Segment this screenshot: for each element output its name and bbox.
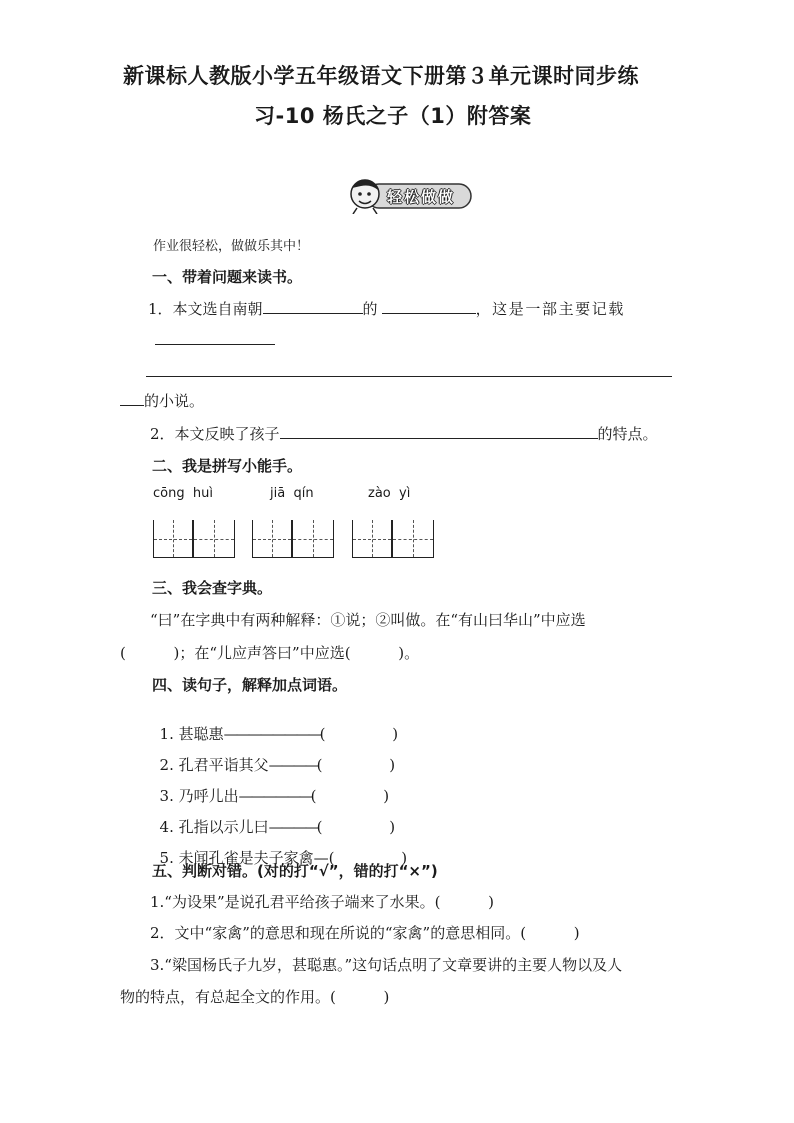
item-text: 3. 乃呼儿出 — [159, 787, 239, 805]
section4-heading: 四、读句子，解释加点词语。 — [152, 676, 348, 694]
q1-text-part2: 的 — [362, 300, 378, 318]
section5-item-3-line1: 3.“梁国杨氏子九岁，甚聪惠。”这句话点明了文章要讲的主要人物以及人 — [150, 956, 623, 974]
section3-heading: 三、我会查字典。 — [152, 579, 273, 597]
item-dash: ———— — [268, 756, 317, 774]
writing-grid-2[interactable] — [252, 520, 334, 558]
q2-blank[interactable] — [280, 424, 598, 439]
q2-text-part2: 的特点。 — [597, 425, 658, 443]
q1-answer-line-short[interactable] — [155, 344, 275, 345]
writing-cell[interactable] — [392, 520, 434, 558]
item-dash: ———— — [268, 818, 317, 836]
item-dash: —————— — [238, 787, 311, 805]
item-text: 2. 孔君平诣其父 — [159, 756, 269, 774]
question-1-line1 — [148, 298, 625, 319]
section3-line1: “曰”在字典中有两种解释：①说；②叫做。在“有山曰华山”中应选 — [150, 611, 586, 629]
writing-cell[interactable] — [193, 520, 235, 558]
item-dash: — — [313, 849, 329, 867]
item-dash: ———————— — [223, 725, 320, 743]
section1-heading: 一、带着问题来读书。 — [152, 268, 303, 286]
pinyin-1: cōng huì — [153, 486, 213, 501]
item-answer-paren[interactable]: ( ) — [328, 849, 408, 867]
item-answer-paren[interactable]: ( ) — [310, 787, 390, 805]
q1-text-end: 的小说。 — [144, 392, 205, 410]
writing-cell[interactable] — [292, 520, 334, 558]
easy-exercise-badge — [343, 176, 475, 214]
q1-answer-line-end[interactable] — [120, 391, 144, 406]
writing-cell[interactable] — [153, 520, 193, 558]
pinyin-2: jiā qín — [270, 486, 314, 501]
section3-line2: ( )；在“儿应声答曰”中应选( )。 — [120, 644, 420, 662]
q1-blank-author[interactable] — [382, 299, 476, 314]
item-text: 1. 甚聪惠 — [159, 725, 224, 743]
page-title-line2: 习-10 杨氏之子（1）附答案 — [254, 104, 532, 128]
section5-item-3-line2: 物的特点，有总起全文的作用。( ) — [120, 988, 390, 1006]
q1-text-part1: 1．本文选自南朝 — [148, 300, 263, 318]
writing-cell[interactable] — [252, 520, 292, 558]
pinyin-3: zào yì — [368, 486, 411, 501]
section5-item-2: 2．文中“家禽”的意思和现在所说的“家禽”的意思相同。( ) — [150, 924, 580, 942]
section2-heading: 二、我是拼写小能手。 — [152, 457, 303, 475]
q1-text-part3: ，这是一部主要记载 — [475, 300, 625, 318]
writing-cell[interactable] — [352, 520, 392, 558]
item-answer-paren[interactable]: ( ) — [316, 756, 396, 774]
q1-blank-dynasty[interactable] — [263, 299, 363, 314]
writing-grid-3[interactable] — [352, 520, 434, 558]
section5-item-1: 1.“为设果”是说孔君平给孩子端来了水果。( ) — [150, 893, 495, 911]
item-answer-paren[interactable]: ( ) — [319, 725, 399, 743]
item-answer-paren[interactable]: ( ) — [316, 818, 396, 836]
section5-heading: 五、判断对错。(对的打“√”，错的打“×”) — [152, 862, 438, 880]
item-text: 5. 未闻孔雀是夫子家禽 — [159, 849, 314, 867]
writing-grid-1[interactable] — [153, 520, 235, 558]
intro-text: 作业很轻松，做做乐其中！ — [153, 239, 310, 254]
item-text: 4. 孔指以示儿曰 — [159, 818, 269, 836]
page-title-line1: 新课标人教版小学五年级语文下册第３单元课时同步练 — [123, 64, 639, 88]
q2-text-part1: 2．本文反映了孩子 — [150, 425, 280, 443]
q1-answer-line-long[interactable] — [146, 376, 672, 377]
question-1-line3 — [120, 390, 204, 411]
badge-label: 轻松做做 — [387, 188, 456, 206]
question-2 — [150, 423, 658, 444]
